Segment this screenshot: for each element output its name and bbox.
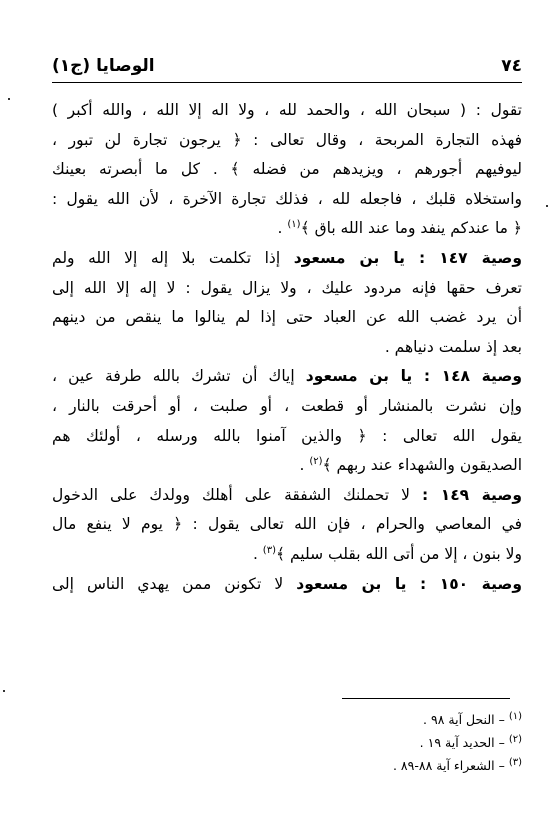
footnote-number: (٣) [508,756,522,768]
line-text: الصديقون والشهداء عند ربهم ﴾ [322,456,522,475]
footnote-ref: (٢) [309,455,323,467]
footnote [52,708,522,731]
line-text: لا تكونن ممن يهدي الناس إلى [52,574,297,593]
text-line [52,333,522,363]
wasiyya-heading: وصية ١٤٨ : يا بن مسعود [305,367,522,386]
wasiyya-heading: وصية ١٤٩ : [422,485,522,504]
text-line [52,155,522,185]
header-divider [52,82,522,83]
text-line [52,185,522,215]
book-page [52,40,524,810]
line-text: واستخلاه قلبك ، فاجعله لله ، فذلك تجارة الآخرة ، لأن الله يقول : [52,189,522,208]
text-line [52,451,522,481]
wasiyya-heading: وصية ١٥٠ : يا بن مسعود [296,574,522,593]
body-text [52,96,522,599]
text-line [52,362,522,392]
line-end-punct: . [277,219,288,238]
footnote-number: (٢) [508,733,522,745]
line-text: وإن نشرت بالمنشار أو قطعت ، أو صلبت ، أو أحرقت بالنار ، [52,396,522,415]
line-text: إذا تكلمت بلا إله إلا الله ولم [52,248,294,267]
footnote [52,754,522,777]
book-title: الوصايا (ج١) [52,56,155,76]
scan-speck [8,98,10,100]
page-number: ٧٤ [501,56,522,76]
scan-speck [546,205,548,207]
footnote-divider [342,698,510,699]
line-text: فهذه التجارة المربحة ، وقال تعالى : ﴿ يرجون تجارة لن تبور ، [52,130,522,149]
text-line [52,510,522,540]
line-text: لا تحملنك الشفقة على أهلك وولدك على الدخول [52,485,423,504]
footnote-text: – الشعراء آية ٨٨-٨٩ . [392,758,509,773]
line-text: ولا بنون ، إلا من أتى الله بقلب سليم ﴾ [275,544,522,563]
footnotes [52,708,522,777]
text-line [52,481,522,511]
text-line [52,214,522,244]
line-text: ليوفيهم أجورهم ، ويزيدهم من فضله ﴾ . كل ما أبصرته بعينك [52,160,522,179]
line-text: تعرف حقها فإنه مردود عليك ، ولا يزال يقول : لا إله إلا الله إلى [52,278,522,297]
text-line [52,303,522,333]
footnote-ref: (٣) [262,544,276,556]
line-text: أن يرد غضب الله عن العباد حتى إذا لم ينالوا ما ينقص من دينهم [52,308,522,327]
footnote-text: – النحل آية ٩٨ . [423,712,509,727]
line-text: في المعاصي والحرام ، فإن الله تعالى يقول : ﴿ يوم لا ينفع مال [52,515,522,534]
line-end-punct: . [299,456,310,475]
line-text: تقول : ( سبحان الله ، والحمد لله ، ولا اله إلا الله ، والله أكبر ) [52,101,522,119]
line-text: ﴿ ما عندكم ينفد وما عند الله باق ﴾ [300,219,522,238]
wasiyya-heading: وصية ١٤٧ : يا بن مسعود [293,248,522,267]
footnote [52,731,522,754]
text-line [52,244,522,274]
text-line [52,422,522,452]
line-end-punct: . [252,544,263,563]
line-text: يقول الله تعالى : ﴿ والذين آمنوا بالله ورسله ، أولئك هم [52,426,522,445]
footnote-text: – الحديد آية ١٩ . [419,735,509,750]
text-line [52,570,522,600]
line-text: إياك أن تشرك بالله طرفة عين ، [52,367,306,386]
line-text: بعد إذ سلمت دنياهم . [384,337,522,356]
footnote-number: (١) [508,710,522,722]
text-line [52,126,522,156]
text-line [52,274,522,304]
text-line [52,540,522,570]
page-header [52,54,522,78]
footnote-ref: (١) [287,219,301,231]
text-line [52,96,522,126]
scan-speck [3,690,5,692]
text-line [52,392,522,422]
